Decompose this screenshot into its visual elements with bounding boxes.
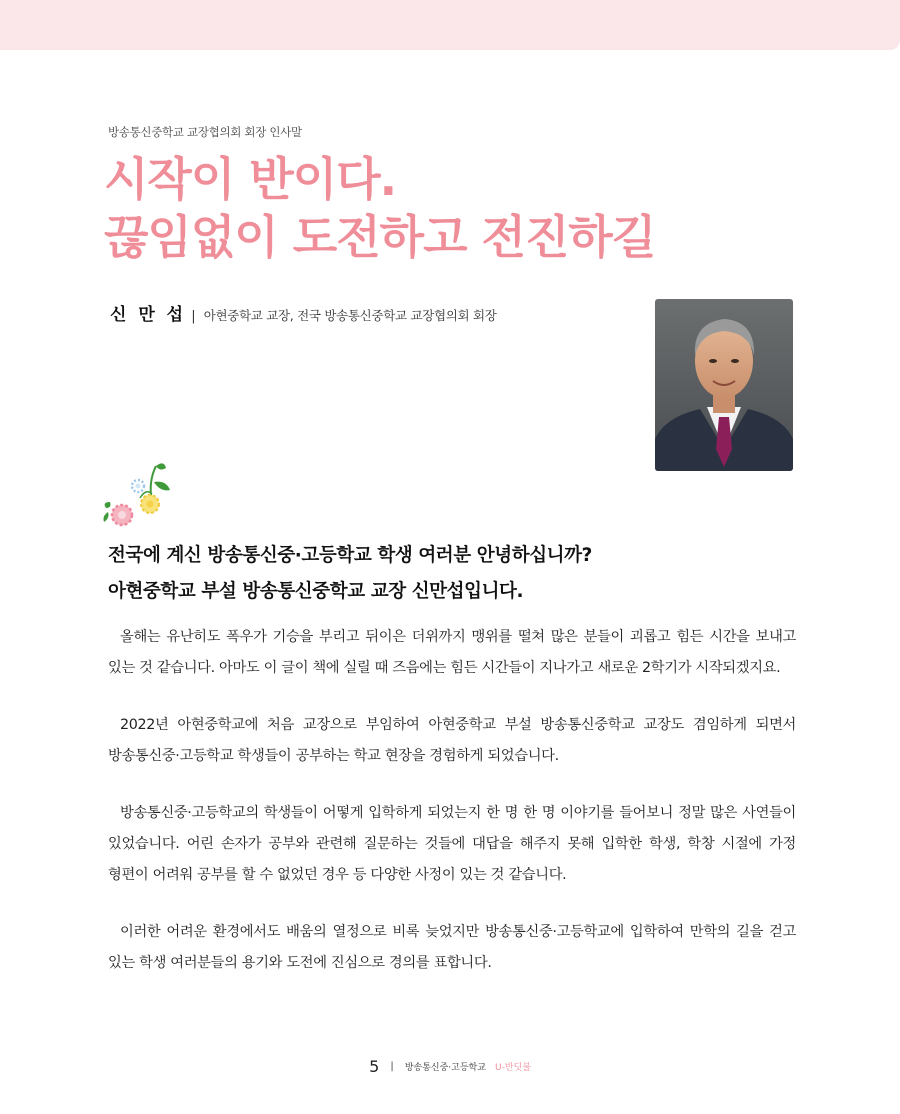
author-role: 아현중학교 교장, 전국 방송통신중학교 교장협의회 회장 — [203, 308, 497, 323]
paragraph-1: 올해는 유난히도 폭우가 기승을 부리고 뒤이은 더위까지 맹위를 떨쳐 많은 분들이 괴롭고 힘든 시간을 보내고 있는 것 같습니다. 아마도 이 글이 책에 실릴 때 즈음에는 힘든 시간들이 지나가고 새로운 2학기가 시작되겠지요. — [108, 629, 796, 676]
flower-decoration — [100, 458, 180, 528]
page-footer — [0, 1056, 900, 1076]
byline-separator: | — [191, 309, 196, 324]
article-body — [108, 622, 796, 1005]
top-decorative-band — [0, 0, 900, 50]
flower-icon — [100, 458, 180, 528]
paragraph-2: 2022년 아현중학교에 처음 교장으로 부임하여 아현중학교 부설 방송통신중학교 교장도 겸임하게 되면서 방송통신중·고등학교 학생들이 공부하는 학교 현장을 경험하게 되었습니다. — [108, 717, 796, 764]
portrait-photo-image — [655, 299, 793, 471]
greeting-line-2: 아현중학교 부설 방송통신중학교 교장 신만섭입니다. — [108, 581, 524, 602]
page-number: 5 — [369, 1057, 380, 1076]
greeting-heading — [108, 538, 798, 610]
article-title — [104, 150, 664, 266]
footer-magazine-name: U-반딧불 — [495, 1063, 531, 1073]
author-byline — [110, 300, 497, 325]
author-name: 신 만 섭 — [110, 305, 187, 325]
footer-separator: | — [390, 1061, 394, 1072]
footer-publication: 방송통신중·고등학교 — [404, 1063, 486, 1073]
author-portrait — [655, 299, 793, 471]
paragraph-4: 이러한 어려운 환경에서도 배움의 열정으로 비록 늦었지만 방송통신중·고등학교에 입학하여 만학의 길을 걷고 있는 학생 여러분들의 용기와 도전에 진심으로 경의를 표합니다. — [108, 924, 796, 971]
title-line-1: 시작이 반이다. — [104, 152, 397, 206]
paragraph-3: 방송통신중·고등학교의 학생들이 어떻게 입학하게 되었는지 한 명 한 명 이야기를 들어보니 정말 많은 사연들이 있었습니다. 어린 손자가 공부와 관련해 질문하는 것들에 대답을 해주지 못해 입학한 학생, 학창 시절에 가정 형편이 어려워 공부를 할 수 없었던 경우 등 다양한 사정이 있는 것 같습니다. — [108, 805, 796, 883]
greeting-line-1: 전국에 계신 방송통신중·고등학교 학생 여러분 안녕하십니까? — [108, 545, 592, 566]
title-line-2: 끊임없이 도전하고 전진하길 — [104, 210, 656, 264]
section-kicker: 방송통신중학교 교장협의회 회장 인사말 — [108, 125, 302, 139]
